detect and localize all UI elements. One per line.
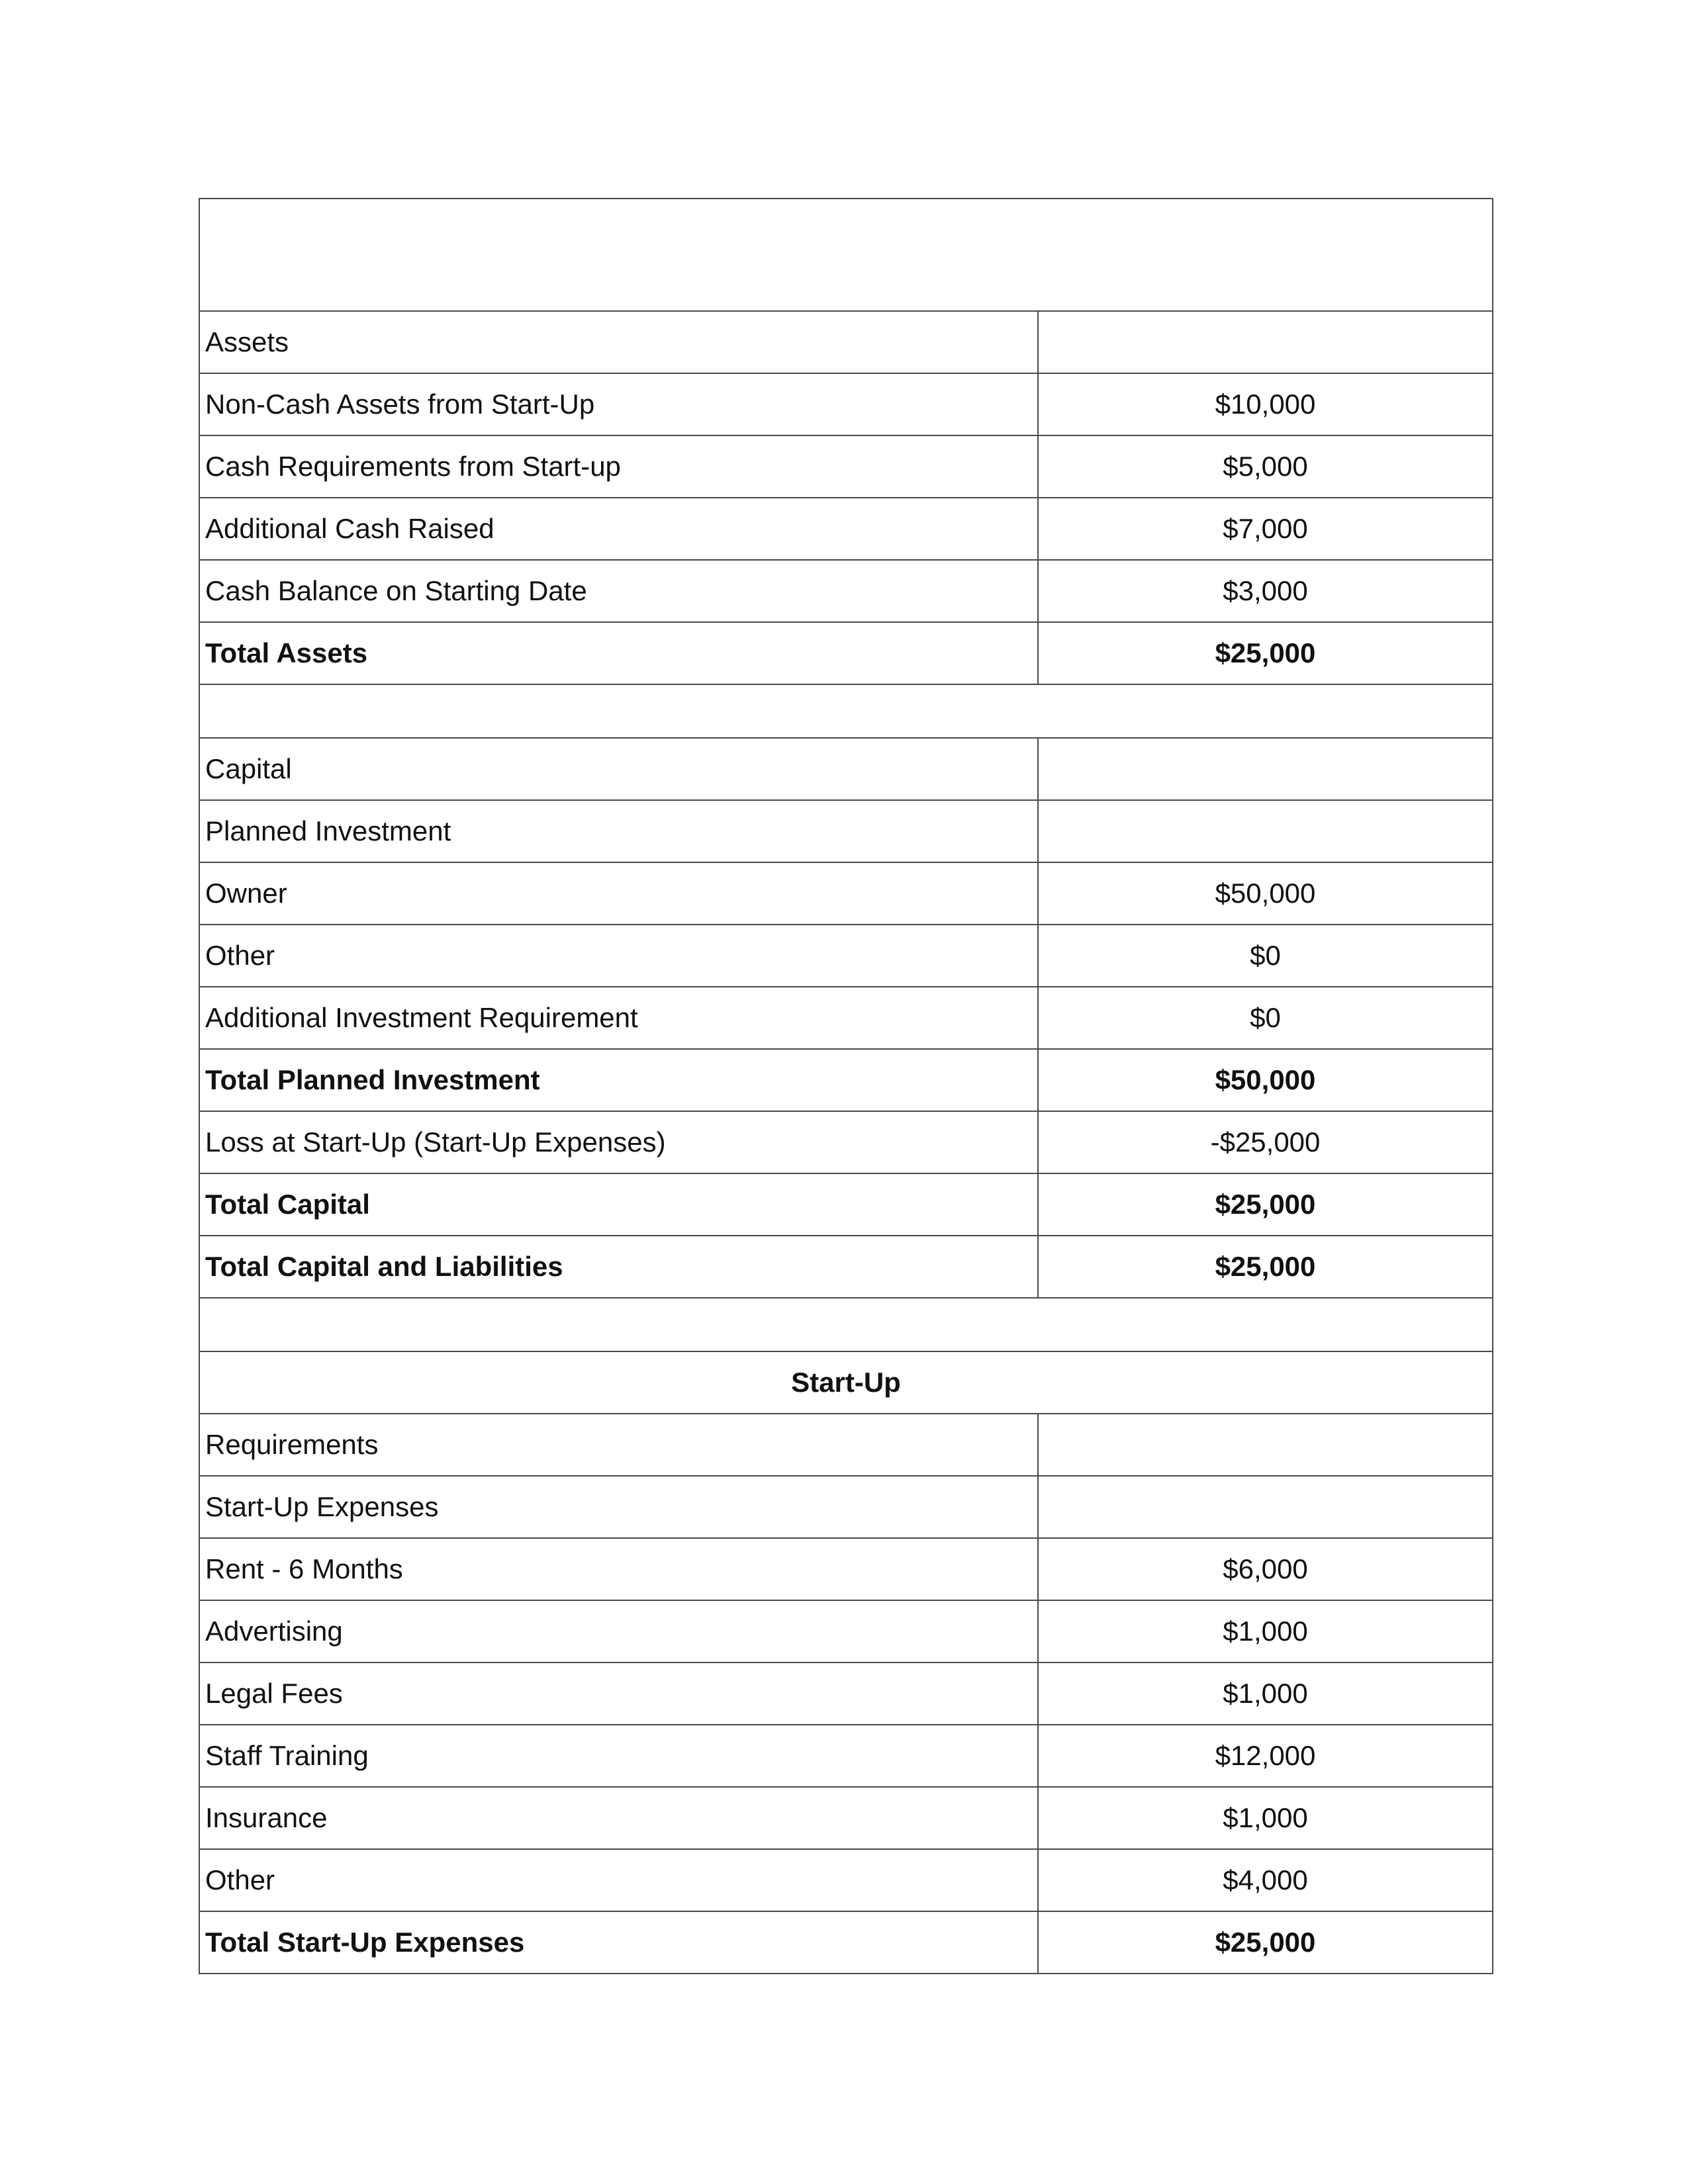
- spacer-row: [199, 1298, 1493, 1351]
- row-value: $7,000: [1038, 498, 1493, 560]
- loss-at-startup-row: [199, 1111, 1493, 1173]
- total-startup-expenses-row: [199, 1911, 1493, 1974]
- row-value: $1,000: [1038, 1787, 1493, 1849]
- assets-heading-row: [199, 311, 1493, 373]
- row-label: Rent - 6 Months: [199, 1538, 1038, 1600]
- planned-investment-row: [199, 800, 1493, 862]
- row-value: $0: [1038, 925, 1493, 987]
- total-capital-value: $25,000: [1038, 1173, 1493, 1236]
- empty-value-cell: [1038, 311, 1493, 373]
- total-assets-value: $25,000: [1038, 622, 1493, 684]
- total-capital-row: [199, 1173, 1493, 1236]
- row-value: $1,000: [1038, 1662, 1493, 1725]
- empty-value-cell: [1038, 738, 1493, 800]
- table-row: [199, 925, 1493, 987]
- capital-heading: Capital: [199, 738, 1038, 800]
- table-row: [199, 1849, 1493, 1911]
- row-label: Staff Training: [199, 1725, 1038, 1787]
- total-planned-investment-value: $50,000: [1038, 1049, 1493, 1111]
- row-label: Additional Cash Raised: [199, 498, 1038, 560]
- startup-expenses-row: [199, 1476, 1493, 1538]
- row-value: $5,000: [1038, 435, 1493, 498]
- row-label: Cash Balance on Starting Date: [199, 560, 1038, 622]
- table-row: [199, 560, 1493, 622]
- startup-balance-table: [199, 198, 1493, 1974]
- row-value: $50,000: [1038, 862, 1493, 925]
- row-value: $0: [1038, 987, 1493, 1049]
- row-label: Legal Fees: [199, 1662, 1038, 1725]
- empty-value-cell: [1038, 1414, 1493, 1476]
- spacer-cell: [199, 684, 1493, 738]
- startup-title: Start-Up: [199, 1351, 1493, 1414]
- row-label: Owner: [199, 862, 1038, 925]
- loss-at-startup-value: -$25,000: [1038, 1111, 1493, 1173]
- assets-heading: Assets: [199, 311, 1038, 373]
- empty-value-cell: [1038, 1476, 1493, 1538]
- spacer-row: [199, 684, 1493, 738]
- total-startup-expenses-label: Total Start-Up Expenses: [199, 1911, 1038, 1974]
- requirements-label: Requirements: [199, 1414, 1038, 1476]
- planned-investment-label: Planned Investment: [199, 800, 1038, 862]
- total-capital-label: Total Capital: [199, 1173, 1038, 1236]
- total-planned-investment-label: Total Planned Investment: [199, 1049, 1038, 1111]
- row-label: Other: [199, 1849, 1038, 1911]
- row-value: $6,000: [1038, 1538, 1493, 1600]
- row-label: Other: [199, 925, 1038, 987]
- table-row: [199, 435, 1493, 498]
- row-value: $10,000: [1038, 373, 1493, 435]
- startup-expenses-label: Start-Up Expenses: [199, 1476, 1038, 1538]
- row-label: Insurance: [199, 1787, 1038, 1849]
- row-value: $1,000: [1038, 1600, 1493, 1662]
- table-row: [199, 498, 1493, 560]
- row-value: $3,000: [1038, 560, 1493, 622]
- total-assets-row: [199, 622, 1493, 684]
- total-capital-liabilities-value: $25,000: [1038, 1236, 1493, 1298]
- table-row: [199, 1600, 1493, 1662]
- capital-heading-row: [199, 738, 1493, 800]
- row-label: Advertising: [199, 1600, 1038, 1662]
- loss-at-startup-label: Loss at Start-Up (Start-Up Expenses): [199, 1111, 1038, 1173]
- total-startup-expenses-value: $25,000: [1038, 1911, 1493, 1974]
- table-row: [199, 373, 1493, 435]
- total-planned-investment-row: [199, 1049, 1493, 1111]
- empty-value-cell: [1038, 800, 1493, 862]
- spacer-cell: [199, 1298, 1493, 1351]
- startup-title-row: [199, 1351, 1493, 1414]
- row-label: Non-Cash Assets from Start-Up: [199, 373, 1038, 435]
- table-row: [199, 1787, 1493, 1849]
- table-row: [199, 1662, 1493, 1725]
- table-row: [199, 862, 1493, 925]
- total-assets-label: Total Assets: [199, 622, 1038, 684]
- row-value: $12,000: [1038, 1725, 1493, 1787]
- row-value: $4,000: [1038, 1849, 1493, 1911]
- requirements-row: [199, 1414, 1493, 1476]
- total-capital-liabilities-label: Total Capital and Liabilities: [199, 1236, 1038, 1298]
- total-capital-liabilities-row: [199, 1236, 1493, 1298]
- row-label: Additional Investment Requirement: [199, 987, 1038, 1049]
- table-row: [199, 1725, 1493, 1787]
- table-header-blank-row: [199, 199, 1493, 311]
- blank-header-cell: [199, 199, 1493, 311]
- table-row: [199, 987, 1493, 1049]
- row-label: Cash Requirements from Start-up: [199, 435, 1038, 498]
- table-row: [199, 1538, 1493, 1600]
